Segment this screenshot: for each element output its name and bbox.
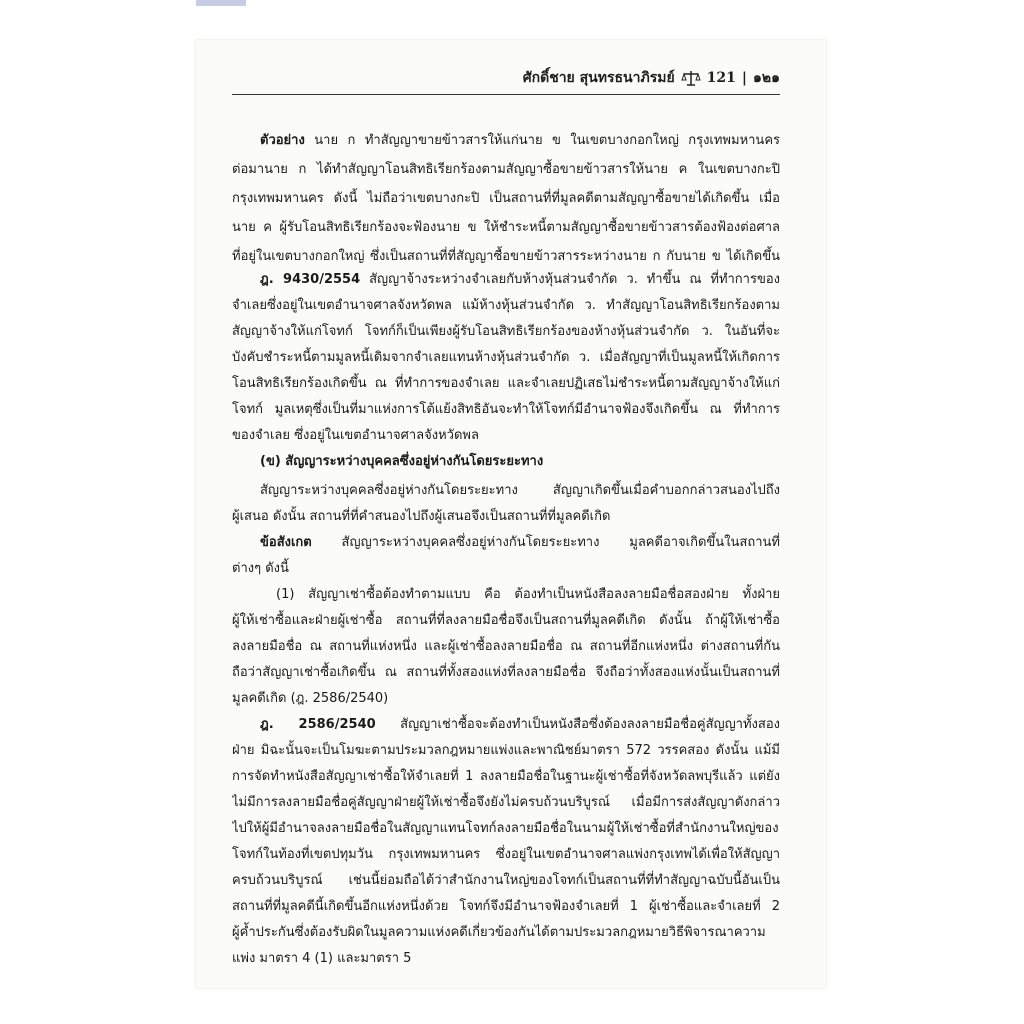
body-line-07: จำเลยซึ่งอยู่ในเขตอำนาจศาลจังหวัดพล แม้ห้างหุ้นส่วนจำกัด ว. ทำสัญญาโอนสิทธิเรียกร้องตาม <box>232 298 780 313</box>
body-line-04: นาย ค ผู้รับโอนสิทธิเรียกร้องจะฟ้องนาย ข ให้ชำระหนี้ตามสัญญาซื้อขายข้าวสารต้องฟ้องต่อศาล <box>232 220 780 235</box>
body-line-17: ต่างๆ ดังนี้ <box>232 561 289 576</box>
body-line-29: ครบถ้วนบริบูรณ์ เช่นนี้ย่อมถือได้ว่าสำนักงานใหญ่ของโจทก์เป็นสถานที่ที่ทำสัญญาฉบับนี้อันเป็น <box>232 873 780 888</box>
line-text: สัญญาเช่าซื้อจะต้องทำเป็นหนังสือซึ่งต้องลงลายมือชื่อคู่สัญญาทั้งสอง <box>375 717 780 732</box>
body-line-30: สถานที่ที่มูลคดีนี้เกิดขึ้นอีกแห่งหนึ่งด้วย โจทก์จึงมีอำนาจฟ้องจำเลยที่ 1 ผู้เช่าซื้อและจำเลยที่ 2 <box>232 899 780 914</box>
note-label: ข้อสังเกต <box>260 535 312 550</box>
author-name: ศักดิ์ชาย สุนทรธนาภิรมย์ <box>522 70 675 86</box>
line-text: สัญญาจ้างระหว่างจำเลยกับห้างหุ้นส่วนจำกัด ว. ทำขึ้น ณ ที่ทำการของ <box>360 272 780 287</box>
body-line-11: โจทก์ มูลเหตุซึ่งเป็นที่มาแห่งการโต้แย้งสิทธิอันจะทำให้โจทก์มีอำนาจฟ้องจึงเกิดขึ้น ณ ที่ทำการ <box>232 402 780 417</box>
body-line-20: ลงลายมือชื่อ ณ สถานที่แห่งหนึ่ง และผู้เช่าซื้อลงลายมือชื่อ ณ สถานที่อีกแห่งหนึ่ง ต่างสถานที่กัน <box>232 639 780 654</box>
body-line-15: ผู้เสนอ ดังนั้น สถานที่ที่คำสนองไปถึงผู้เสนอจึงเป็นสถานที่ที่มูลคดีเกิด <box>232 509 611 524</box>
body-line-14: สัญญาระหว่างบุคคลซึ่งอยู่ห่างกันโดยระยะทาง สัญญาเกิดขึ้นเมื่อคำบอกกล่าวสนองไปถึง <box>260 483 780 498</box>
body-line-32: แพ่ง มาตรา 4 (1) และมาตรา 5 <box>232 951 412 966</box>
corner-mark <box>196 0 246 6</box>
running-header <box>480 66 780 90</box>
body-line-22: มูลคดีเกิด (ฎ. 2586/2540) <box>232 691 389 706</box>
body-line-02: ต่อมานาย ก ได้ทำสัญญาโอนสิทธิเรียกร้องตามสัญญาซื้อขายข้าวสารให้นาย ค ในเขตบางกะปิ <box>232 162 780 177</box>
body-line-03: กรุงเทพมหานคร ดังนี้ ไม่ถือว่าเขตบางกะปิ เป็นสถานที่ที่มูลคดีตามสัญญาซื้อขายได้เกิดขึ้น เมื่อ <box>232 191 780 206</box>
body-line-01 <box>232 130 780 152</box>
case-ref: ฎ. 2586/2540 <box>260 717 376 732</box>
body-line-27: ไปให้ผู้มีอำนาจลงลายมือชื่อในสัญญาแทนโจทก์ลงลายมือชื่อในนามผู้ให้เช่าซื้อที่สำนักงานใหญ่ของ <box>232 821 779 836</box>
body-line-24: ฝ่าย มิฉะนั้นจะเป็นโมฆะตามประมวลกฎหมายแพ่งและพาณิชย์มาตรา 572 วรรคสอง ดังนั้น แม้มี <box>232 743 780 758</box>
page-number-separator: | <box>741 70 747 86</box>
body-line-16 <box>232 532 780 554</box>
body-line-08: สัญญาจ้างให้แก่โจทก์ โจทก์ก็เป็นเพียงผู้รับโอนสิทธิเรียกร้องของห้างหุ้นส่วนจำกัด ว. ในอันที่จะ <box>232 324 780 339</box>
body-line-21: ถือว่าสัญญาเช่าซื้อเกิดขึ้น ณ สถานที่ทั้งสองแห่งที่ลงลายมือชื่อ จึงถือว่าทั้งสองแห่งนั้นเป็นสถานที่ <box>232 665 780 680</box>
scales-of-justice-icon <box>681 69 701 87</box>
body-line-19: ผู้ให้เช่าซื้อและฝ่ายผู้เช่าซื้อ สถานที่ที่ลงลายมือชื่อจึงเป็นสถานที่มูลคดีเกิด ดังนั้น ถ้าผู้ให้เช่าซื้อ <box>232 613 780 628</box>
body-line-26: ไม่มีการลงลายมือชื่อคู่สัญญาฝ่ายผู้ให้เช่าซื้อจึงยังไม่ครบถ้วนบริบูรณ์ เมื่อมีการส่งสัญญาดังกล่าว <box>232 795 780 810</box>
line-text: นาย ก ทำสัญญาขายข้าวสารให้แก่นาย ข ในเขตบางกอกใหญ่ กรุงเทพมหานคร <box>304 133 780 148</box>
header-rule <box>232 94 780 95</box>
body-line-10: โอนสิทธิเรียกร้องเกิดขึ้น ณ ที่ทำการของจำเลย และจำเลยปฏิเสธไม่ชำระหนี้ตามสัญญาจ้างให้แก่ <box>232 376 780 391</box>
body-line-25: การจัดทำหนังสือสัญญาเช่าซื้อให้จำเลยที่ 1 ลงลายมือชื่อในฐานะผู้เช่าซื้อที่จังหวัดลพบุรีแล้ว แต่ยัง <box>232 769 780 784</box>
example-label: ตัวอย่าง <box>260 133 305 148</box>
body-line-09: บังคับชำระหนี้ตามมูลหนี้เดิมจากจำเลยแทนห้างหุ้นส่วนจำกัด ว. เมื่อสัญญาที่เป็นมูลหนี้ให้เกิดการ <box>232 350 780 365</box>
line-text: สัญญาระหว่างบุคคลซึ่งอยู่ห่างกันโดยระยะทาง มูลคดีอาจเกิดขึ้นในสถานที่ <box>311 535 780 550</box>
page-number-thai: ๑๒๑ <box>752 70 780 86</box>
section-heading: (ข) สัญญาระหว่างบุคคลซึ่งอยู่ห่างกันโดยระยะทาง <box>260 454 544 469</box>
body-line-18: (1) สัญญาเช่าซื้อต้องทำตามแบบ คือ ต้องทำเป็นหนังสือลงลายมือชื่อสองฝ่าย ทั้งฝ่าย <box>276 587 780 602</box>
body-line-31: ผู้ค้ำประกันซึ่งต้องรับผิดในมูลความแห่งคดีเกี่ยวข้องกันได้ตามประมวลกฎหมายวิธีพิจารณาความ <box>232 925 766 940</box>
body-line-23 <box>232 714 780 736</box>
case-ref: ฎ. 9430/2554 <box>260 272 361 287</box>
body-line-06 <box>232 269 780 291</box>
body-line-28: โจทก์ในท้องที่เขตปทุมวัน กรุงเทพมหานคร ซึ่งอยู่ในเขตอำนาจศาลแพ่งกรุงเทพได้เพื่อให้สัญญา <box>232 847 780 862</box>
page-number-arabic: 121 <box>706 70 736 86</box>
body-line-12: ของจำเลย ซึ่งอยู่ในเขตอำนาจศาลจังหวัดพล <box>232 428 479 443</box>
body-line-05: ที่อยู่ในเขตบางกอกใหญ่ ซึ่งเป็นสถานที่ที่สัญญาซื้อขายข้าวสารระหว่างนาย ก กับนาย ข ได้เกิดขึ้น <box>232 249 780 264</box>
